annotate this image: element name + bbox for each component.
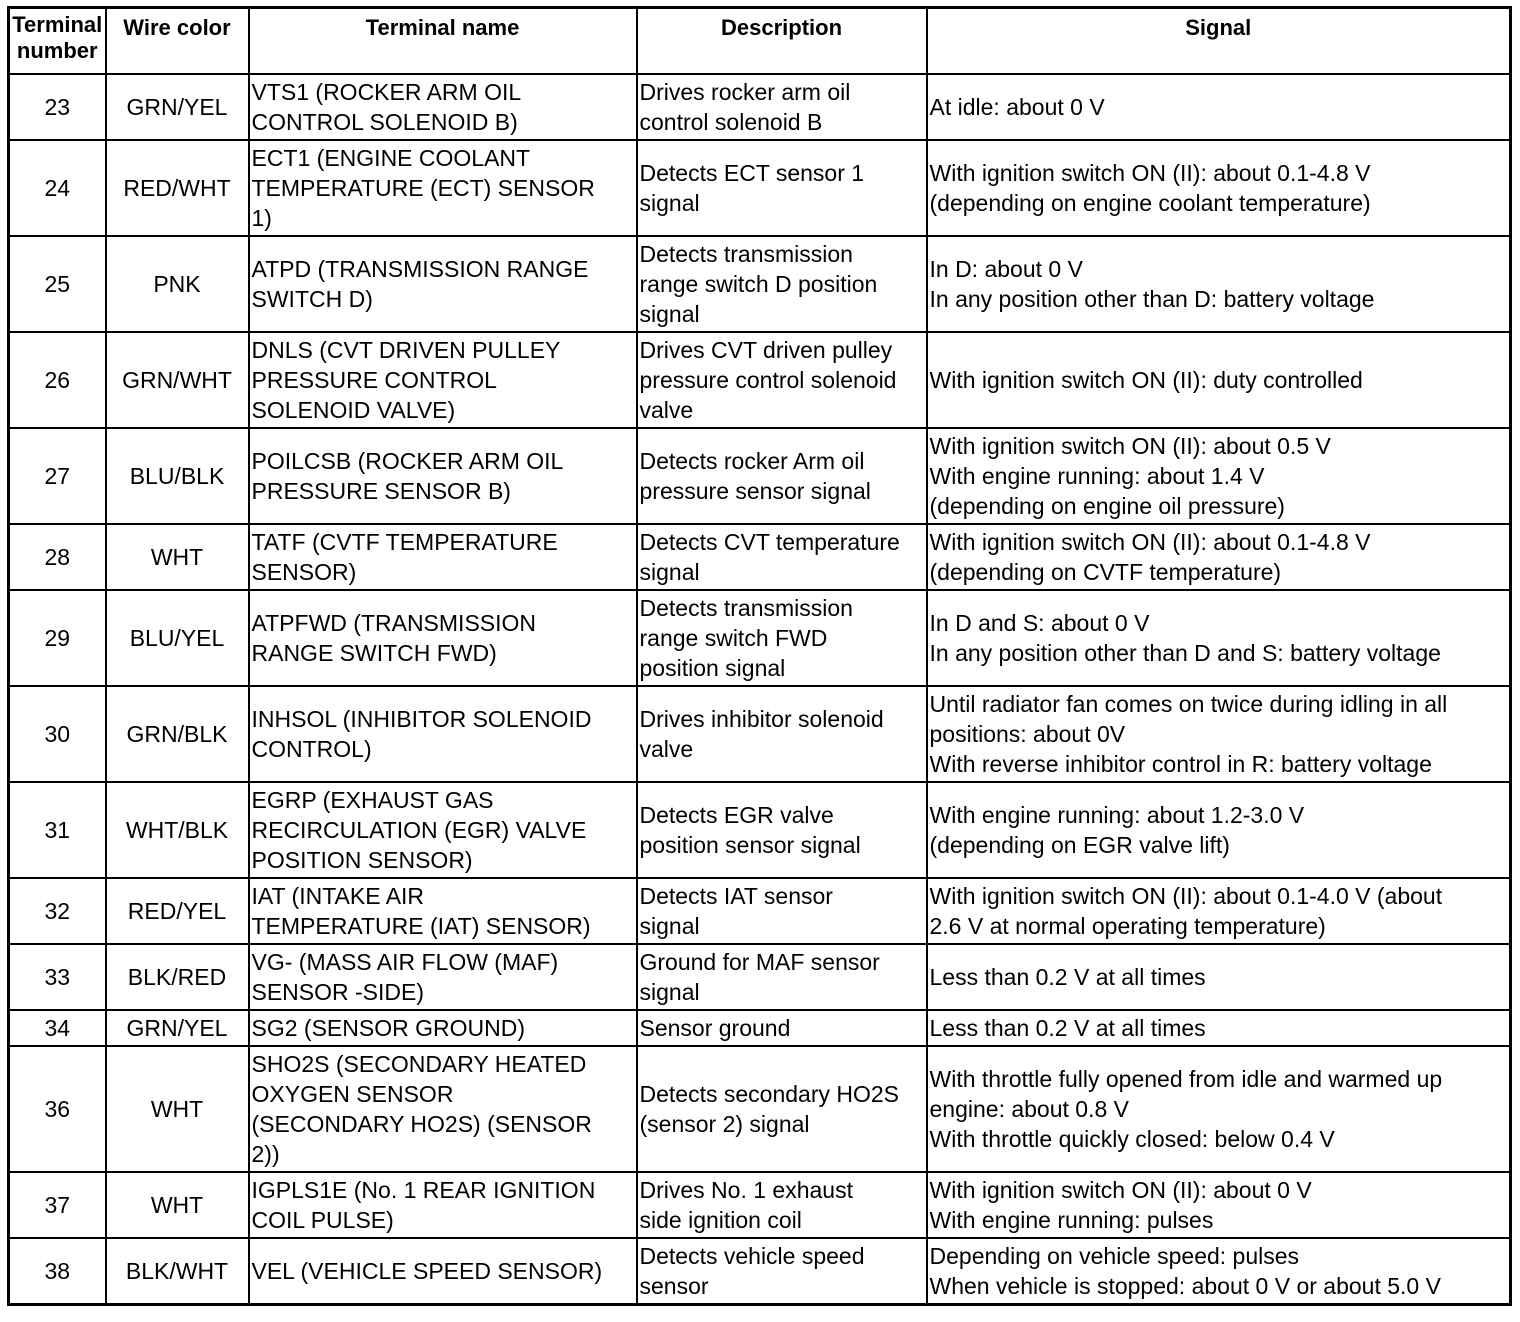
- description-line: Drives No. 1 exhaust: [639, 1177, 853, 1203]
- terminal-name-cell: [249, 944, 637, 1010]
- signal-cell: [927, 590, 1511, 686]
- description-line: Ground for MAF sensor: [639, 949, 880, 975]
- terminal-number-cell: 29: [9, 590, 106, 686]
- terminal-name-line: ECT1 (ENGINE COOLANT: [251, 145, 531, 171]
- description-line: Detects secondary HO2S: [639, 1081, 900, 1107]
- signal-cell: [927, 686, 1511, 782]
- description-line: range switch D position: [639, 271, 878, 297]
- signal-line: With ignition switch ON (II): about 0.5 V: [929, 433, 1331, 459]
- terminal-name-cell: [249, 1046, 637, 1172]
- description-cell: [637, 878, 927, 944]
- description-line: Detects transmission: [639, 595, 853, 621]
- signal-line: With engine running: pulses: [929, 1207, 1214, 1233]
- terminal-name-line: 1): [251, 205, 272, 231]
- signal-line: In D and S: about 0 V: [929, 610, 1150, 636]
- table-row: [9, 782, 1511, 878]
- table-body: [9, 74, 1511, 1304]
- table-row: [9, 524, 1511, 590]
- terminal-name-line: COIL PULSE): [251, 1207, 394, 1233]
- wire-color-cell: BLK/RED: [106, 944, 249, 1010]
- description-line: Detects rocker Arm oil: [639, 448, 865, 474]
- signal-line: (depending on CVTF temperature): [929, 559, 1282, 585]
- signal-cell: [927, 332, 1511, 428]
- table-row: [9, 944, 1511, 1010]
- terminal-table: [7, 6, 1512, 1306]
- signal-line: 2.6 V at normal operating temperature): [929, 913, 1326, 939]
- header-signal: Signal: [927, 8, 1511, 75]
- terminal-name-line: IGPLS1E (No. 1 REAR IGNITION: [251, 1177, 596, 1203]
- header-description: Description: [637, 8, 927, 75]
- header-terminal-line-1: Terminal: [12, 12, 103, 37]
- header-wire-color: Wire color: [106, 8, 249, 75]
- terminal-number-cell: 24: [9, 140, 106, 236]
- signal-line: (depending on engine coolant temperature): [929, 190, 1371, 216]
- table-row: [9, 236, 1511, 332]
- terminal-name-cell: [249, 590, 637, 686]
- description-line: range switch FWD: [639, 625, 828, 651]
- description-cell: [637, 944, 927, 1010]
- signal-line: At idle: about 0 V: [929, 94, 1105, 120]
- wire-color-cell: RED/WHT: [106, 140, 249, 236]
- terminal-name-line: CONTROL SOLENOID B): [251, 109, 518, 135]
- description-cell: [637, 1010, 927, 1046]
- signal-line: With ignition switch ON (II): about 0.1-4.0 V (about: [929, 883, 1443, 909]
- description-line: signal: [639, 979, 700, 1005]
- description-line: Drives rocker arm oil: [639, 79, 851, 105]
- table-row: [9, 878, 1511, 944]
- terminal-name-line: RECIRCULATION (EGR) VALVE: [251, 817, 587, 843]
- signal-cell: [927, 1172, 1511, 1238]
- signal-line: With throttle fully opened from idle and warmed up: [929, 1066, 1443, 1092]
- description-line: side ignition coil: [639, 1207, 802, 1233]
- terminal-name-line: CONTROL): [251, 736, 372, 762]
- terminal-name-line: TATF (CVTF TEMPERATURE: [251, 529, 558, 555]
- signal-line: With ignition switch ON (II): about 0.1-4.8 V: [929, 529, 1371, 555]
- table-row: [9, 74, 1511, 140]
- description-line: valve: [639, 736, 694, 762]
- terminal-name-cell: [249, 236, 637, 332]
- description-cell: [637, 1046, 927, 1172]
- terminal-number-cell: 33: [9, 944, 106, 1010]
- signal-line: When vehicle is stopped: about 0 V or about 5.0 V: [929, 1272, 1441, 1299]
- description-line: Detects IAT sensor: [639, 883, 833, 909]
- terminal-name-line: POILCSB (ROCKER ARM OIL: [251, 448, 564, 474]
- description-line: Detects EGR valve: [639, 802, 834, 828]
- terminal-number-cell: 38: [9, 1238, 106, 1304]
- table-row: [9, 332, 1511, 428]
- signal-line: In any position other than D: battery voltage: [929, 286, 1375, 312]
- terminal-name-line: OXYGEN SENSOR: [251, 1081, 454, 1107]
- terminal-number-cell: 31: [9, 782, 106, 878]
- terminal-name-line: VEL (VEHICLE SPEED SENSOR): [251, 1257, 603, 1284]
- signal-cell: [927, 1046, 1511, 1172]
- terminal-name-cell: [249, 1238, 637, 1304]
- wire-color-cell: GRN/BLK: [106, 686, 249, 782]
- wire-color-cell: WHT: [106, 1172, 249, 1238]
- terminal-number-cell: 36: [9, 1046, 106, 1172]
- signal-line: Depending on vehicle speed: pulses: [929, 1242, 1300, 1269]
- terminal-name-cell: [249, 524, 637, 590]
- terminal-number-cell: 23: [9, 74, 106, 140]
- description-cell: [637, 74, 927, 140]
- signal-cell: [927, 428, 1511, 524]
- wire-color-cell: GRN/WHT: [106, 332, 249, 428]
- table-row: [9, 1046, 1511, 1172]
- terminal-name-line: POSITION SENSOR): [251, 847, 473, 873]
- description-line: Detects ECT sensor 1: [639, 160, 865, 186]
- description-cell: [637, 332, 927, 428]
- terminal-name-line: PRESSURE SENSOR B): [251, 478, 511, 504]
- description-line: position signal: [639, 655, 786, 681]
- header-terminal-name: Terminal name: [249, 8, 637, 75]
- header-row: [9, 8, 1511, 75]
- terminal-name-line: ATPFWD (TRANSMISSION: [251, 610, 537, 636]
- wire-color-cell: BLU/YEL: [106, 590, 249, 686]
- table-row: [9, 140, 1511, 236]
- terminal-name-line: (SECONDARY HO2S) (SENSOR: [251, 1111, 592, 1137]
- description-cell: [637, 1238, 927, 1304]
- table-row: [9, 686, 1511, 782]
- terminal-name-line: PRESSURE CONTROL: [251, 367, 497, 393]
- signal-cell: [927, 878, 1511, 944]
- description-line: signal: [639, 913, 700, 939]
- terminal-number-cell: 34: [9, 1010, 106, 1046]
- description-cell: [637, 140, 927, 236]
- terminal-name-line: INHSOL (INHIBITOR SOLENOID: [251, 706, 592, 732]
- signal-line: With engine running: about 1.2-3.0 V: [929, 802, 1305, 828]
- table-row: [9, 1172, 1511, 1238]
- signal-cell: [927, 1010, 1511, 1046]
- signal-line: Less than 0.2 V at all times: [929, 964, 1206, 990]
- signal-line: With ignition switch ON (II): duty controlled: [929, 367, 1363, 393]
- wire-color-cell: BLU/BLK: [106, 428, 249, 524]
- description-line: pressure control solenoid: [639, 367, 897, 393]
- terminal-name-cell: [249, 74, 637, 140]
- table-row: [9, 1010, 1511, 1046]
- terminal-name-line: SENSOR): [251, 559, 357, 585]
- terminal-name-line: EGRP (EXHAUST GAS: [251, 787, 494, 813]
- terminal-name-line: RANGE SWITCH FWD): [251, 640, 497, 666]
- signal-line: With reverse inhibitor control in R: battery voltage: [929, 751, 1432, 777]
- wire-color-cell: PNK: [106, 236, 249, 332]
- wire-color-cell: WHT: [106, 1046, 249, 1172]
- terminal-name-line: SG2 (SENSOR GROUND): [251, 1015, 525, 1041]
- signal-line: Until radiator fan comes on twice during idling in all: [929, 691, 1448, 717]
- signal-line: Less than 0.2 V at all times: [929, 1015, 1206, 1041]
- description-line: signal: [639, 559, 700, 585]
- terminal-number-cell: 28: [9, 524, 106, 590]
- terminal-name-line: DNLS (CVT DRIVEN PULLEY: [251, 337, 561, 363]
- description-line: valve: [639, 397, 694, 423]
- terminal-name-cell: [249, 782, 637, 878]
- terminal-name-line: VTS1 (ROCKER ARM OIL: [251, 79, 522, 105]
- signal-cell: [927, 944, 1511, 1010]
- description-line: Drives inhibitor solenoid: [639, 706, 884, 732]
- description-line: control solenoid B: [639, 109, 823, 135]
- terminal-name-line: IAT (INTAKE AIR: [251, 883, 425, 909]
- description-line: Detects transmission: [639, 241, 853, 267]
- description-cell: [637, 236, 927, 332]
- terminal-name-line: SWITCH D): [251, 286, 373, 312]
- terminal-name-cell: [249, 140, 637, 236]
- wire-color-cell: GRN/YEL: [106, 74, 249, 140]
- description-line: sensor: [639, 1272, 709, 1299]
- description-line: (sensor 2) signal: [639, 1111, 810, 1137]
- wire-color-cell: GRN/YEL: [106, 1010, 249, 1046]
- description-line: Drives CVT driven pulley: [639, 337, 893, 363]
- signal-cell: [927, 782, 1511, 878]
- header-terminal-number: [9, 8, 106, 75]
- description-cell: [637, 782, 927, 878]
- description-line: Detects CVT temperature: [639, 529, 900, 555]
- signal-cell: [927, 1238, 1511, 1304]
- terminal-number-cell: 26: [9, 332, 106, 428]
- wire-color-cell: RED/YEL: [106, 878, 249, 944]
- terminal-name-cell: [249, 428, 637, 524]
- terminal-name-line: SENSOR -SIDE): [251, 979, 425, 1005]
- wire-color-cell: WHT/BLK: [106, 782, 249, 878]
- signal-line: positions: about 0V: [929, 721, 1126, 747]
- signal-cell: [927, 74, 1511, 140]
- signal-line: With ignition switch ON (II): about 0 V: [929, 1177, 1312, 1203]
- description-line: pressure sensor signal: [639, 478, 871, 504]
- description-line: Sensor ground: [639, 1015, 791, 1041]
- signal-line: In any position other than D and S: battery voltage: [929, 640, 1441, 666]
- terminal-number-cell: 37: [9, 1172, 106, 1238]
- description-cell: [637, 686, 927, 782]
- terminal-name-cell: [249, 332, 637, 428]
- terminal-name-line: TEMPERATURE (IAT) SENSOR): [251, 913, 591, 939]
- terminal-name-line: VG- (MASS AIR FLOW (MAF): [251, 949, 559, 975]
- description-cell: [637, 428, 927, 524]
- table-row: [9, 1238, 1511, 1304]
- terminal-number-cell: 30: [9, 686, 106, 782]
- signal-cell: [927, 524, 1511, 590]
- terminal-name-line: TEMPERATURE (ECT) SENSOR: [251, 175, 595, 201]
- signal-line: (depending on engine oil pressure): [929, 493, 1285, 519]
- signal-line: With throttle quickly closed: below 0.4 V: [929, 1126, 1335, 1152]
- terminal-name-cell: [249, 1010, 637, 1046]
- signal-cell: [927, 140, 1511, 236]
- terminal-name-line: 2)): [251, 1141, 280, 1167]
- wire-color-cell: WHT: [106, 524, 249, 590]
- terminal-number-cell: 25: [9, 236, 106, 332]
- terminal-name-line: SOLENOID VALVE): [251, 397, 456, 423]
- signal-line: engine: about 0.8 V: [929, 1096, 1129, 1122]
- signal-line: (depending on EGR valve lift): [929, 832, 1230, 858]
- description-cell: [637, 1172, 927, 1238]
- terminal-name-cell: [249, 1172, 637, 1238]
- terminal-name-line: ATPD (TRANSMISSION RANGE: [251, 256, 589, 282]
- signal-cell: [927, 236, 1511, 332]
- terminal-number-cell: 32: [9, 878, 106, 944]
- terminal-name-line: SHO2S (SECONDARY HEATED: [251, 1051, 587, 1077]
- description-cell: [637, 524, 927, 590]
- description-cell: [637, 590, 927, 686]
- description-line: position sensor signal: [639, 832, 861, 858]
- table-row: [9, 590, 1511, 686]
- terminal-number-cell: 27: [9, 428, 106, 524]
- description-line: signal: [639, 301, 700, 327]
- header-terminal-line-2: number: [16, 38, 98, 63]
- signal-line: In D: about 0 V: [929, 256, 1083, 282]
- signal-line: With ignition switch ON (II): about 0.1-4.8 V: [929, 160, 1371, 186]
- terminal-name-cell: [249, 878, 637, 944]
- terminal-name-cell: [249, 686, 637, 782]
- description-line: Detects vehicle speed: [639, 1242, 865, 1269]
- wire-color-cell: BLK/WHT: [106, 1238, 249, 1304]
- table-row: [9, 428, 1511, 524]
- description-line: signal: [639, 190, 700, 216]
- signal-line: With engine running: about 1.4 V: [929, 463, 1265, 489]
